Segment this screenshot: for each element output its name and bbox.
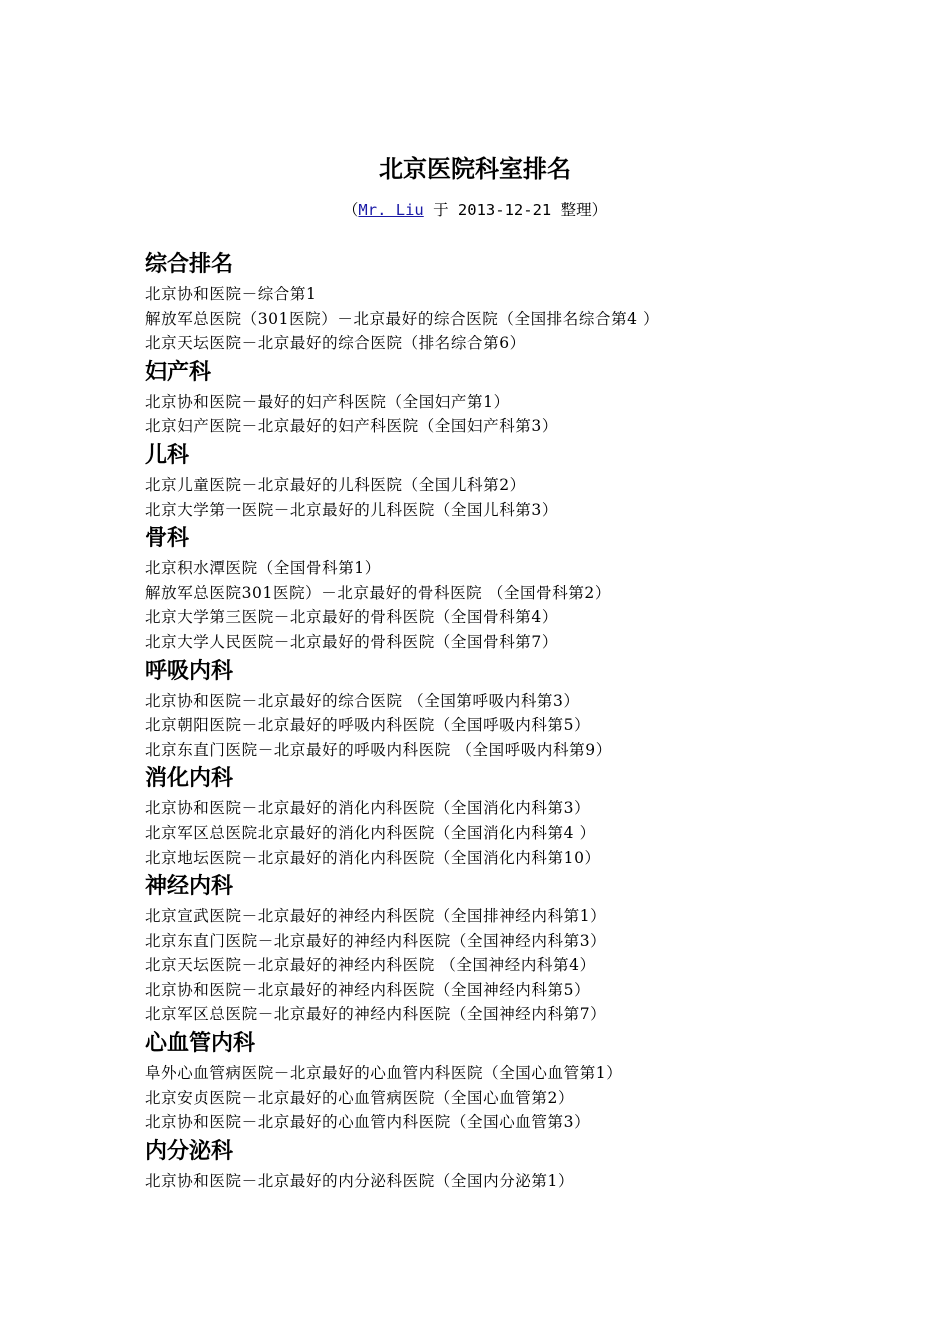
section-heading: 神经内科 <box>145 874 234 900</box>
ranking-entry: 北京东直门医院－北京最好的呼吸内科医院 （全国呼吸内科第9） <box>145 740 612 759</box>
ranking-entry: 解放军总医院301医院）－北京最好的骨科医院 （全国骨科第2） <box>145 583 611 602</box>
section-heading: 内分泌科 <box>145 1138 234 1164</box>
ranking-entry: 北京协和医院－综合第1 <box>145 285 317 303</box>
section-heading: 儿科 <box>145 442 190 468</box>
ranking-entry: 北京儿童医院－北京最好的儿科医院（全国儿科第2） <box>145 475 526 494</box>
ranking-entry: 北京军区总医院北京最好的消化内科医院（全国消化内科第4 ） <box>145 823 596 842</box>
section-respiratory <box>145 655 905 763</box>
ranking-entry: 北京天坛医院－北京最好的神经内科医院 （全国神经内科第4） <box>145 956 596 975</box>
ranking-entry: 阜外心血管病医院－北京最好的心血管内科医院（全国心血管第1） <box>145 1064 623 1083</box>
author-link[interactable]: Mr. Liu <box>358 201 424 219</box>
section-obstetrics <box>145 356 905 439</box>
ranking-entry: 北京军区总医院－北京最好的神经内科医院（全国神经内科第7） <box>145 1005 607 1024</box>
section-heading: 骨科 <box>145 526 190 552</box>
section-pediatrics <box>145 439 905 522</box>
ranking-entry: 北京妇产医院－北京最好的妇产科医院（全国妇产科第3） <box>145 417 558 436</box>
ranking-entry: 北京宣武医院－北京最好的神经内科医院（全国排神经内科第1） <box>145 907 607 926</box>
byline-open-paren: （ <box>342 201 359 219</box>
section-heading: 妇产科 <box>145 359 212 385</box>
section-heading: 消化内科 <box>145 766 234 792</box>
ranking-entry: 北京协和医院－北京最好的综合医院 （全国第呼吸内科第3） <box>145 691 580 710</box>
ranking-entry: 北京大学第三医院－北京最好的骨科医院（全国骨科第4） <box>145 608 558 627</box>
section-gastroenterology <box>145 762 905 870</box>
byline <box>0 198 950 222</box>
ranking-entry: 北京协和医院－北京最好的内分泌科医院（全国内分泌第1） <box>145 1171 575 1190</box>
ranking-entry: 北京地坛医院－北京最好的消化内科医院（全国消化内科第10） <box>145 848 601 867</box>
ranking-entry: 解放军总医院（301医院）－北京最好的综合医院（全国排名综合第4 ） <box>145 309 660 328</box>
ranking-entry: 北京大学人民医院－北京最好的骨科医院（全国骨科第7） <box>145 632 558 651</box>
ranking-entry: 北京协和医院－北京最好的心血管内科医院（全国心血管第3） <box>145 1113 591 1132</box>
section-endocrinology <box>145 1135 905 1194</box>
section-general <box>145 248 905 356</box>
section-cardiology <box>145 1027 905 1135</box>
ranking-entry: 北京安贞医院－北京最好的心血管病医院（全国心血管第2） <box>145 1088 575 1107</box>
byline-close-paren: ） <box>591 201 608 219</box>
ranking-entry: 北京东直门医院－北京最好的神经内科医院（全国神经内科第3） <box>145 931 607 950</box>
ranking-entry: 北京朝阳医院－北京最好的呼吸内科医院（全国呼吸内科第5） <box>145 716 591 735</box>
ranking-entry: 北京天坛医院－北京最好的综合医院（排名综合第6） <box>145 334 526 353</box>
ranking-entry: 北京协和医院－最好的妇产科医院（全国妇产第1） <box>145 392 510 411</box>
byline-date-text: 于 2013-12-21 整理 <box>423 201 592 219</box>
ranking-entry: 北京积水潭医院（全国骨科第1） <box>145 559 381 578</box>
ranking-content <box>145 248 905 1193</box>
section-heading: 综合排名 <box>145 252 234 277</box>
ranking-entry: 北京大学第一医院－北京最好的儿科医院（全国儿科第3） <box>145 500 558 519</box>
section-neurology <box>145 870 905 1027</box>
ranking-entry: 北京协和医院－北京最好的神经内科医院（全国神经内科第5） <box>145 980 591 999</box>
section-heading: 呼吸内科 <box>145 658 234 684</box>
section-orthopedics <box>145 522 905 654</box>
ranking-entry: 北京协和医院－北京最好的消化内科医院（全国消化内科第3） <box>145 799 591 818</box>
section-heading: 心血管内科 <box>145 1031 256 1057</box>
document-title: 北京医院科室排名 <box>379 155 571 183</box>
